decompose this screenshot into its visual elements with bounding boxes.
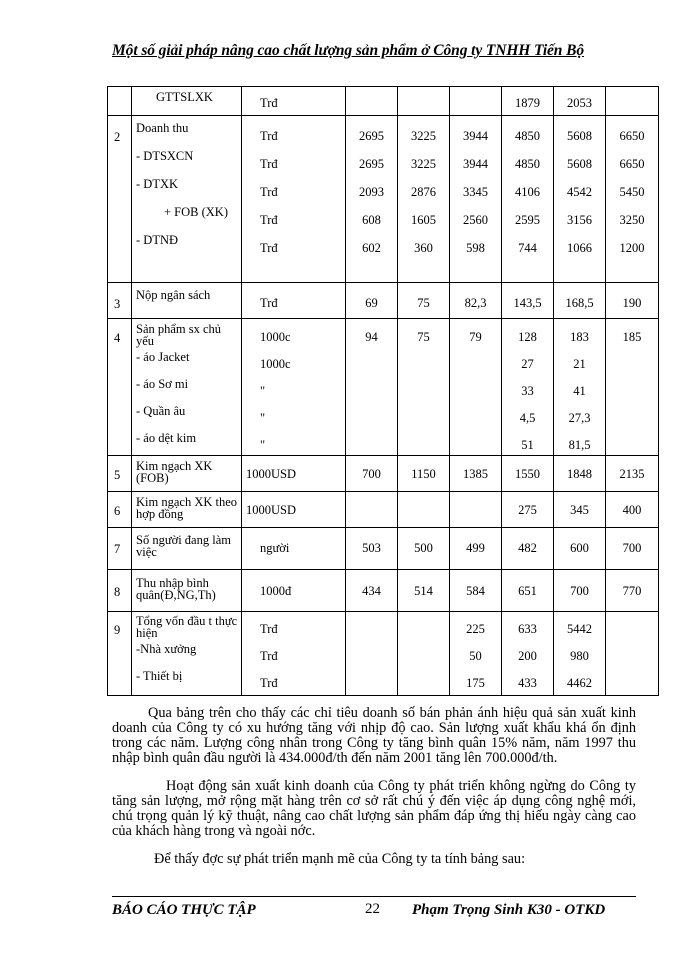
value-cell-c1 — [346, 319, 398, 456]
unit-line: 1000c — [260, 357, 291, 371]
label-line: Kim ngạch XK theo hợp đồng — [136, 495, 238, 521]
value-cell-c6 — [606, 612, 659, 696]
value: 3345 — [463, 185, 488, 199]
value: 1385 — [463, 467, 488, 481]
value: 5608 — [567, 157, 592, 171]
table-row — [108, 570, 659, 612]
value-cell-c5 — [554, 456, 606, 492]
label-line: - áo Sơ mi — [136, 377, 189, 391]
row-unit — [242, 283, 346, 319]
value-cell-c2 — [398, 116, 450, 283]
value-cell-c3 — [450, 116, 502, 283]
value: 770 — [622, 584, 642, 598]
value: 185 — [622, 330, 642, 344]
unit-line: Trđ — [260, 676, 278, 690]
unit-line: người — [260, 541, 290, 555]
value-cell-c2 — [398, 319, 450, 456]
value: 360 — [414, 241, 433, 255]
value: 5608 — [567, 129, 592, 143]
unit-line: Trđ — [260, 129, 278, 143]
page-header: Một số giải pháp nâng cao chất lượng sản phẩm ở Công ty TNHH Tiến Bộ — [112, 42, 584, 59]
row-label — [132, 528, 242, 570]
value: 27 — [521, 357, 534, 371]
value: 482 — [518, 541, 537, 555]
value-cell-c4 — [502, 283, 554, 319]
label-line: - DTXK — [136, 177, 179, 191]
row-number — [108, 87, 132, 116]
value: 81,5 — [568, 438, 591, 452]
label-line: GTTSLXK — [156, 90, 213, 104]
value: 21 — [573, 357, 586, 371]
value: 434 — [362, 584, 381, 598]
value: 275 — [518, 503, 537, 517]
value: 69 — [365, 296, 378, 310]
report-table — [107, 86, 659, 696]
value-cell-c5 — [554, 528, 606, 570]
value: 584 — [466, 584, 485, 598]
value-cell-c1 — [346, 87, 398, 116]
unit-line: Trđ — [260, 296, 278, 310]
value-cell-c4 — [502, 612, 554, 696]
label-line: Số người đang làm việc — [136, 533, 231, 559]
value-cell-c3 — [450, 87, 502, 116]
value-cell-c3 — [450, 319, 502, 456]
value: 4850 — [515, 157, 540, 171]
value: 143,5 — [513, 296, 542, 310]
value: 2560 — [463, 213, 488, 227]
value-cell-c1 — [346, 612, 398, 696]
value: 6650 — [619, 157, 645, 171]
row-unit — [242, 570, 346, 612]
value-cell-c3 — [450, 283, 502, 319]
value-cell-c5 — [554, 116, 606, 283]
row-unit — [242, 492, 346, 528]
value: 33 — [521, 384, 534, 398]
value-cell-c2 — [398, 87, 450, 116]
row-number: 5 — [108, 456, 132, 492]
unit-line: Trđ — [260, 213, 278, 227]
unit-line: 1000USD — [246, 503, 297, 517]
value-cell-c4 — [502, 492, 554, 528]
row-number: 6 — [108, 492, 132, 528]
value: 700 — [362, 467, 381, 481]
value: 5450 — [619, 185, 645, 199]
value: 6650 — [619, 129, 645, 143]
row-label — [132, 570, 242, 612]
value-cell-c2 — [398, 570, 450, 612]
value: 1066 — [567, 241, 592, 255]
value-cell-c2 — [398, 528, 450, 570]
label-line: Nộp ngân sách — [136, 288, 211, 302]
value: 980 — [570, 649, 589, 663]
value-cell-c3 — [450, 456, 502, 492]
value-cell-c4 — [502, 87, 554, 116]
value: 1200 — [619, 241, 645, 255]
label-line: Kim ngạch XK (FOB) — [136, 459, 213, 485]
row-unit — [242, 456, 346, 492]
row-unit — [242, 612, 346, 696]
value: 51 — [521, 438, 534, 452]
value-cell-c3 — [450, 570, 502, 612]
value-cell-c5 — [554, 87, 606, 116]
unit-line: 1000USD — [246, 467, 297, 481]
unit-line: Trđ — [260, 622, 278, 636]
value: 2053 — [567, 96, 592, 110]
value: 1605 — [411, 213, 436, 227]
value: 4462 — [567, 676, 592, 690]
unit-line: Trđ — [260, 185, 278, 199]
row-label — [132, 456, 242, 492]
value-cell-c1 — [346, 570, 398, 612]
value: 514 — [414, 584, 433, 598]
value: 4542 — [567, 185, 592, 199]
unit-line: Trđ — [260, 157, 278, 171]
value-cell-c2 — [398, 456, 450, 492]
label-line: Thu nhập bình quân(Đ,NG,Th) — [136, 576, 216, 602]
row-number: 2 — [108, 116, 132, 283]
value: 168,5 — [565, 296, 594, 310]
value: 3156 — [567, 213, 592, 227]
row-number: 3 — [108, 283, 132, 319]
value: 4106 — [515, 185, 540, 199]
value: 2876 — [411, 185, 436, 199]
label-line: Doanh thu — [136, 121, 189, 135]
table-row — [108, 319, 659, 456]
row-label — [132, 283, 242, 319]
row-unit — [242, 116, 346, 283]
value: 183 — [570, 330, 589, 344]
value: 3944 — [463, 129, 488, 143]
value: 200 — [518, 649, 537, 663]
value-cell-c5 — [554, 570, 606, 612]
value: 27,3 — [568, 411, 591, 425]
label-line: - áo dệt kim — [136, 431, 197, 445]
value: 433 — [518, 676, 537, 690]
table-row — [108, 116, 659, 283]
value: 503 — [362, 541, 381, 555]
paragraph-1: Qua bảng trên cho thấy các chỉ tiêu doanh số bán phản ánh hiệu quả sản xuất kinh doanh của Công ty có xu hướng tăng với nhịp độ cao. Sản lượng xuất khẩu khá ổn định trong các năm. Lượng công nhân trong Công ty tăng bình quân 15% năm, năm 1997 thu nhập bình quân đầu người là 434.000đ/th đến năm 2001 tăng lên 700.000đ/th. — [112, 705, 636, 766]
row-number: 9 — [108, 612, 132, 696]
value: 2135 — [619, 467, 645, 481]
value-cell-c2 — [398, 612, 450, 696]
value-cell-c4 — [502, 319, 554, 456]
value: 600 — [570, 541, 589, 555]
label-line: + FOB (XK) — [164, 205, 228, 219]
unit-line: " — [260, 411, 266, 425]
value-cell-c1 — [346, 456, 398, 492]
footer-divider — [112, 896, 636, 897]
value-cell-c3 — [450, 492, 502, 528]
value-cell-c6 — [606, 319, 659, 456]
value: 598 — [466, 241, 485, 255]
value: 2093 — [359, 185, 384, 199]
value: 608 — [362, 213, 381, 227]
value-cell-c5 — [554, 319, 606, 456]
value: 3250 — [619, 213, 645, 227]
value: 75 — [417, 330, 430, 344]
paragraph-3: Để thấy đợc sự phát triển mạnh mẽ của Công ty ta tính bảng sau: — [154, 851, 526, 867]
page-number: 22 — [365, 901, 380, 917]
row-number: 4 — [108, 319, 132, 456]
value: 744 — [518, 241, 537, 255]
unit-line: Trđ — [260, 241, 278, 255]
value: 3225 — [411, 129, 436, 143]
value-cell-c1 — [346, 528, 398, 570]
row-label — [132, 319, 242, 456]
value: 651 — [518, 584, 537, 598]
value: 41 — [573, 384, 586, 398]
value-cell-c4 — [502, 528, 554, 570]
value-cell-c1 — [346, 492, 398, 528]
row-label — [132, 612, 242, 696]
row-label — [132, 492, 242, 528]
row-number: 7 — [108, 528, 132, 570]
label-line: - áo Jacket — [136, 350, 190, 364]
value: 500 — [414, 541, 433, 555]
value: 175 — [466, 676, 485, 690]
value: 2595 — [515, 213, 540, 227]
label-line: Sản phẩm sx chủ yếu — [136, 322, 222, 348]
table-row — [108, 87, 659, 116]
value-cell-c1 — [346, 116, 398, 283]
value-cell-c3 — [450, 612, 502, 696]
table-row — [108, 612, 659, 696]
footer-report-title: BÁO CÁO THỰC TẬP — [112, 902, 256, 918]
value-cell-c1 — [346, 283, 398, 319]
value: 50 — [469, 649, 482, 663]
unit-line: " — [260, 438, 266, 452]
value: 345 — [570, 503, 589, 517]
value: 1150 — [411, 467, 436, 481]
value-cell-c6 — [606, 283, 659, 319]
label-line: - DTNĐ — [136, 233, 179, 247]
value-cell-c4 — [502, 116, 554, 283]
value-cell-c6 — [606, 570, 659, 612]
label-line: -Nhà xưởng — [136, 642, 197, 656]
unit-line: Trđ — [260, 649, 278, 663]
row-label — [132, 116, 242, 283]
value: 499 — [466, 541, 485, 555]
value-cell-c6 — [606, 456, 659, 492]
table-row — [108, 528, 659, 570]
footer-author: Phạm Trọng Sinh K30 - OTKD — [412, 902, 606, 918]
value: 1848 — [567, 467, 592, 481]
value: 1879 — [515, 96, 540, 110]
table-row — [108, 456, 659, 492]
value: 94 — [365, 330, 378, 344]
label-line: - DTSXCN — [136, 149, 194, 163]
paragraph-2: Hoạt động sản xuất kinh doanh của Công ty phát triển không ngừng do Công ty tăng sản lượng, mở rộng mặt hàng trên cơ sở rất chú ý đến việc áp dụng công nghệ mới, chú trọng quản lý kỹ thuật, nâng cao chất lượng sản phẩm đáp ứng thị hiếu ngày càng cao của khách hàng trong và ngoài nớc. — [112, 778, 636, 839]
value-cell-c6 — [606, 528, 659, 570]
value-cell-c3 — [450, 528, 502, 570]
value-cell-c5 — [554, 612, 606, 696]
label-line: - Thiết bị — [136, 669, 183, 683]
label-line: - Quần âu — [136, 404, 186, 418]
value: 75 — [417, 296, 430, 310]
unit-line: Trđ — [260, 96, 278, 110]
value-cell-c4 — [502, 570, 554, 612]
value-cell-c4 — [502, 456, 554, 492]
row-unit — [242, 319, 346, 456]
value: 602 — [362, 241, 381, 255]
value: 190 — [622, 296, 642, 310]
value: 2695 — [359, 129, 384, 143]
value: 1550 — [515, 467, 540, 481]
row-unit — [242, 87, 346, 116]
value: 4,5 — [519, 411, 536, 425]
table-row — [108, 283, 659, 319]
unit-line: 1000c — [260, 330, 291, 344]
unit-line: " — [260, 384, 266, 398]
value: 3944 — [463, 157, 488, 171]
value: 700 — [570, 584, 589, 598]
value: 225 — [466, 622, 485, 636]
row-label — [132, 87, 242, 116]
value-cell-c5 — [554, 492, 606, 528]
value: 82,3 — [464, 296, 487, 310]
value-cell-c6 — [606, 87, 659, 116]
label-line: Tổng vốn đầu t thực hiện — [136, 614, 238, 640]
value-cell-c2 — [398, 492, 450, 528]
unit-line: 1000đ — [260, 584, 292, 598]
value: 79 — [469, 330, 482, 344]
row-number: 8 — [108, 570, 132, 612]
value: 700 — [622, 541, 642, 555]
value: 400 — [622, 503, 642, 517]
value: 4850 — [515, 129, 540, 143]
table-row — [108, 492, 659, 528]
value-cell-c6 — [606, 116, 659, 283]
value-cell-c5 — [554, 283, 606, 319]
value: 2695 — [359, 157, 384, 171]
value-cell-c2 — [398, 283, 450, 319]
value: 5442 — [567, 622, 592, 636]
row-unit — [242, 528, 346, 570]
value: 633 — [518, 622, 537, 636]
value-cell-c6 — [606, 492, 659, 528]
value: 3225 — [411, 157, 436, 171]
value: 128 — [518, 330, 537, 344]
